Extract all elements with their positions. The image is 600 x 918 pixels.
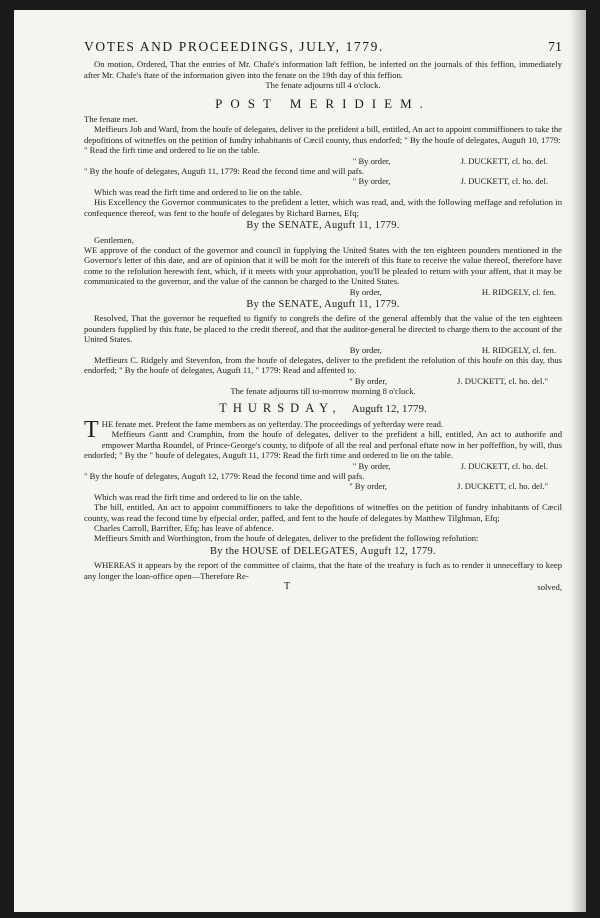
header-title: VOTES AND PROCEEDINGS, JULY, 1779. [84,39,384,54]
clerk-signature: J. DUCKETT, cl. ho. del." [457,481,548,492]
senate-met-line: The fenate met. [84,114,138,125]
by-order-label: " By order, [349,375,388,386]
clerk-signature: J. DUCKETT, cl. ho. del. [460,176,548,187]
signature-mark: T [284,581,291,593]
catchword: solved, [537,582,562,593]
post-meridiem-heading: POST MERIDIEM. [215,95,431,111]
by-house-heading: By the HOUSE of DELEGATES, Auguft 12, 1779. [210,545,436,557]
signature-line [84,376,562,386]
by-order-label: " By order, [352,155,391,166]
paragraph-carroll: Charles Carroll, Barrifter, Efq; has leave of abfence. [94,523,274,534]
signature-line [84,345,562,355]
by-senate-heading: By the SENATE, Auguft 11, 1779. [246,220,400,232]
paragraph-motion: On motion, Ordered, That the entries of Mr. Chafe's information laft feffion, be inferted on the journals of this feffion, immediately after Mr. Chafe's ftate of the information given into the fenate on the 19th day of this feffion. [84,59,562,80]
which-read-line: Which was read the firft time and ordered to lie on the table. [94,491,302,502]
signature-line [84,287,562,297]
paragraph-gantt: Meffieurs Gantt and Cramphin, from the houfe of delegates, deliver to the prefident a bill, entitled, An act to authorife and empower Martha Roundel, of Prince-George's county, to difpofe of all the real and perfonal eftate now in her poffeffion, by will, thus endorfed; " By the " houfe of delegates, Auguft 11, 1779: Read the firft time and ordered to lie on the table. [84,429,562,461]
paragraph-whereas: WHEREAS it appears by the report of the committee of claims, that the ftate of the treafury is fuch as to render it unneceffary to keep any longer the loan-office open—Therefore Re- [84,560,562,581]
by-order-label: By order, [349,286,382,297]
signature-line [84,481,562,491]
adjourn-line: The fenate adjourns till 4 o'clock. [265,80,381,91]
paragraph-bill-entitled: The bill, entitled, An act to appoint commiffioners to take the depofitions of witneffes on the petition of fundry inhabitants of Cæcil county, was read the fecond time by efpecial order, paffed, and fent to the houfe of delegates by Matthew Tilghman, Efq; [84,502,562,523]
document-page [14,10,586,912]
page-footer [84,582,562,592]
page-number: 71 [548,40,562,55]
clerk-signature: H. RIDGELY, cl. fen. [481,344,556,355]
page-edge-shadow [570,10,586,912]
clerk-signature: H. RIDGELY, cl. fen. [481,286,556,297]
running-header [84,39,562,55]
by-house-aug11-line: " By the houfe of delegates, Auguft 11, 1779: Read the fecond time and will pafs. [84,166,365,177]
thursday-heading [84,400,562,415]
clerk-signature: J. DUCKETT, cl. ho. del. [460,460,548,471]
read-first-line: " Read the firft time and ordered to lie on the table. [84,145,260,156]
signature-line [84,176,562,186]
day-name: THURSDAY, [219,400,342,415]
paragraph-smith: Meffieurs Smith and Worthington, from the houfe of delegates, deliver to the prefident the following refolution: [94,533,479,544]
by-senate-heading: By the SENATE, Auguft 11, 1779. [246,298,400,310]
paragraph-senate-met [84,417,562,443]
paragraph-we-approve: WE approve of the conduct of the governor and council in fupplying the United States with the ten eighteen pounders mentioned in the Governor's letter of this date, and are of opinion that it will be moft for the intereft of this ftate to receive the value thereof, therefore have come to the refolution herewith fent, which, if it meets with your approbation, you'll be pleafed to return with your affent, that it may be communicated to the governor, and the value of the cannon be charged to the United States. [84,244,562,287]
salutation: Gentlemen, [94,234,134,245]
day-date: Auguft 12, 1779. [351,402,427,415]
by-order-label: " By order, [352,176,391,187]
signature-line [84,156,562,166]
drop-cap: T [84,417,99,443]
paragraph-text: HE fenate met. Prefent the fame members as on yefterday. The proceedings of yefterday were read. [101,419,444,429]
signature-line [84,461,562,471]
paragraph-job-ward: Meffieurs Job and Ward, from the houfe of delegates, deliver to the prefident a bill, entitled, An act to appoint commiffioners to take the depofitions of witneffes on the petition of fundry inhabitants of Cæcil county, thus endorfed; " By the houfe of delegates, Auguft 10, 1779: [84,124,562,145]
by-order-label: " By order, [349,481,388,492]
by-order-label: By order, [349,344,382,355]
clerk-signature: J. DUCKETT, cl. ho. del. [460,155,548,166]
which-read-line: Which was read the firft time and ordered to lie on the table. [94,186,302,197]
adjourn-line: The fenate adjourns till to-morrow morning 8 o'clock. [230,386,416,397]
by-order-label: " By order, [352,460,391,471]
page-content [84,39,562,593]
paragraph-governor: His Excellency the Governor communicates to the prefident a letter, which was read, and, with the following meffage and refolution in confequence thereof, was fent to the houfe of delegates by Richard Barnes, Efq; [84,197,562,218]
clerk-signature: J. DUCKETT, cl. ho. del." [457,375,548,386]
paragraph-resolved: Resolved, That the governor be requefted to fignify to congrefs the defire of the general affembly that the value of the ten eighteen pounders fupplied by this ftate, be placed to the credit thereof, and that the auditor-general be directed to charge them to the account of the United States. [84,313,562,345]
paragraph-ridgely-stevenson: Meffieurs C. Ridgely and Stevenfon, from the houfe of delegates, deliver to the prefident the refolution of this houfe on this day, thus endorfed; " By the houfe of delegates, Auguft 11, " 1779: Read and affented to. [84,354,562,376]
by-house-aug12-line: " By the houfe of delegates, Auguft 12, 1779: Read the fecond time and will pafs. [84,471,365,482]
